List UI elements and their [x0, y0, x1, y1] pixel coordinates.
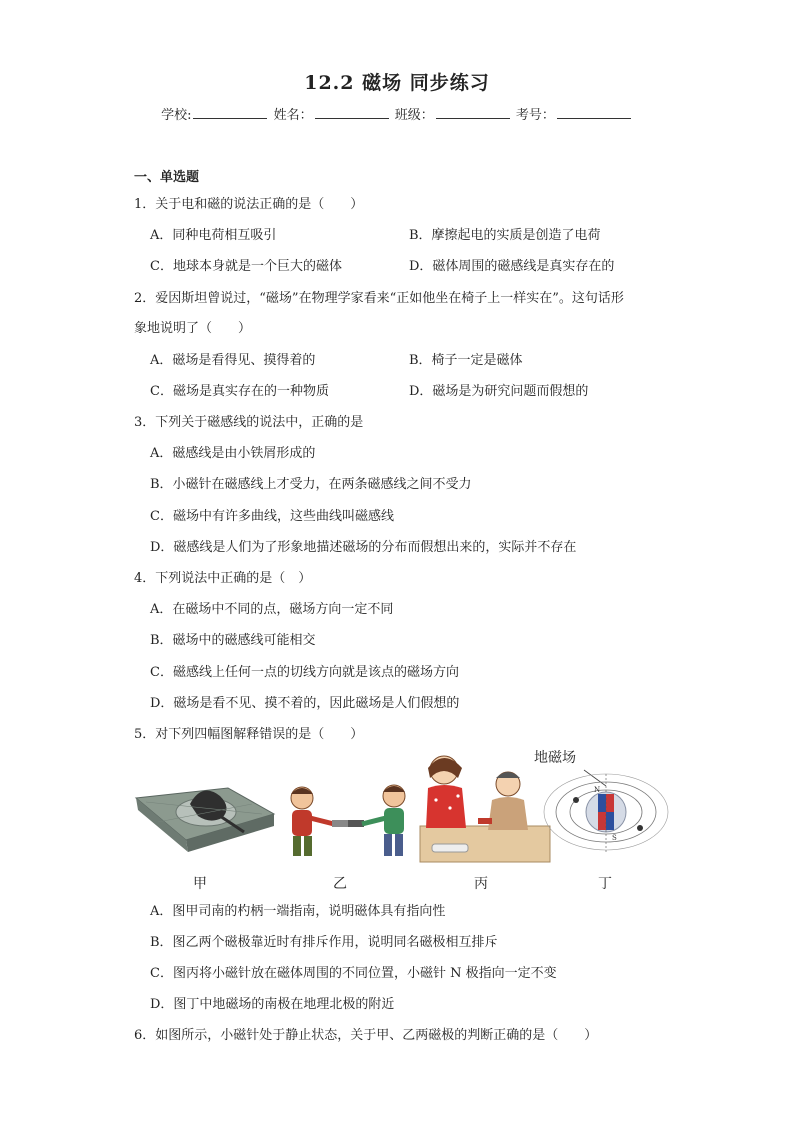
class-blank[interactable] [436, 106, 510, 119]
name-label: 姓名： [273, 108, 313, 123]
question-4-stem: 4．下列说法中正确的是（ ） [134, 571, 312, 586]
question-3-option-c[interactable]: C．磁场中有许多曲线，这些曲线叫磁感线 [150, 509, 394, 524]
question-5-option-b[interactable]: B．图乙两个磁极靠近时有排斥作用，说明同名磁极相互排斥 [150, 935, 498, 950]
magnet-letter-s: S [612, 834, 617, 842]
question-1-option-c[interactable]: C．地球本身就是一个巨大的磁体 [150, 259, 342, 274]
student-info-row [0, 104, 794, 123]
question-4-option-b[interactable]: B．磁场中的磁感线可能相交 [150, 633, 316, 648]
figure-label-ding: 丁 [598, 876, 612, 892]
tug-magnets-figure [291, 785, 405, 856]
question-2-stem: 2．爱因斯坦曾说过，“磁场”在物理学家看来“正如他坐在椅子上一样实在”。这句话形 [134, 291, 624, 306]
question-4-option-c[interactable]: C．磁感线上任何一点的切线方向就是该点的磁场方向 [150, 665, 459, 680]
question-6-stem: 6．如图所示，小磁针处于静止状态，关于甲、乙两磁极的判断正确的是（ ） [134, 1028, 598, 1043]
question-2-option-d[interactable]: D．磁场是为研究问题而假想的 [409, 384, 589, 399]
question-4-option-d[interactable]: D．磁场是看不见、摸不着的，因此磁场是人们假想的 [150, 696, 460, 711]
earth-field-caption: 地磁场 [534, 750, 576, 766]
question-2-stem-continued: 象地说明了（ ） [134, 321, 252, 336]
question-2-option-c[interactable]: C．磁场是真实存在的一种物质 [150, 384, 329, 399]
question-3-option-d[interactable]: D．磁感线是人们为了形象地描述磁场的分布而假想出来的，实际并不存在 [150, 540, 577, 555]
question-2-option-a[interactable]: A．磁场是看得见、摸得着的 [150, 353, 316, 368]
school-label: 学校: [161, 108, 192, 123]
question-5-stem: 5．对下列四幅图解释错误的是（ ） [134, 727, 364, 742]
question-5-option-c[interactable]: C．图丙将小磁针放在磁体周围的不同位置，小磁针 N 极指向一定不变 [150, 966, 557, 981]
exam-no-label: 考号： [515, 108, 555, 123]
question-2-option-b[interactable]: B．椅子一定是磁体 [409, 353, 523, 368]
school-blank[interactable] [193, 106, 267, 119]
sinan-compass-figure [136, 788, 274, 852]
earth-magnetic-field-figure [534, 749, 668, 852]
question-3-option-b[interactable]: B．小磁针在磁感线上才受力，在两条磁感线之间不受力 [150, 477, 472, 492]
exam-no-blank[interactable] [557, 106, 631, 119]
question-4-option-a[interactable]: A．在磁场中不同的点，磁场方向一定不同 [150, 602, 394, 617]
experiment-people-figure [420, 756, 550, 862]
name-blank[interactable] [315, 106, 389, 119]
question-3-stem: 3．下列关于磁感线的说法中，正确的是 [134, 415, 364, 430]
question-5-figure [132, 748, 672, 894]
section-title: 一、单选题 [134, 170, 200, 185]
figure-label-bing: 丙 [474, 876, 488, 892]
question-1-option-d[interactable]: D．磁体周围的磁感线是真实存在的 [409, 259, 615, 274]
class-label: 班级： [394, 108, 434, 123]
question-5-option-a[interactable]: A．图甲司南的杓柄一端指南，说明磁体具有指向性 [150, 904, 446, 919]
figure-label-yi: 乙 [333, 876, 347, 892]
question-1-stem: 1．关于电和磁的说法正确的是（ ） [134, 197, 364, 212]
question-5-option-d[interactable]: D．图丁中地磁场的南极在地理北极的附近 [150, 997, 395, 1012]
question-1-option-a[interactable]: A．同种电荷相互吸引 [150, 228, 277, 243]
figure-label-jia: 甲 [193, 876, 207, 892]
magnet-letter-n: N [594, 786, 601, 794]
question-1-option-b[interactable]: B．摩擦起电的实质是创造了电荷 [409, 228, 601, 243]
question-3-option-a[interactable]: A．磁感线是由小铁屑形成的 [150, 446, 316, 461]
page-title: 12.2 磁场 同步练习 [304, 72, 490, 94]
